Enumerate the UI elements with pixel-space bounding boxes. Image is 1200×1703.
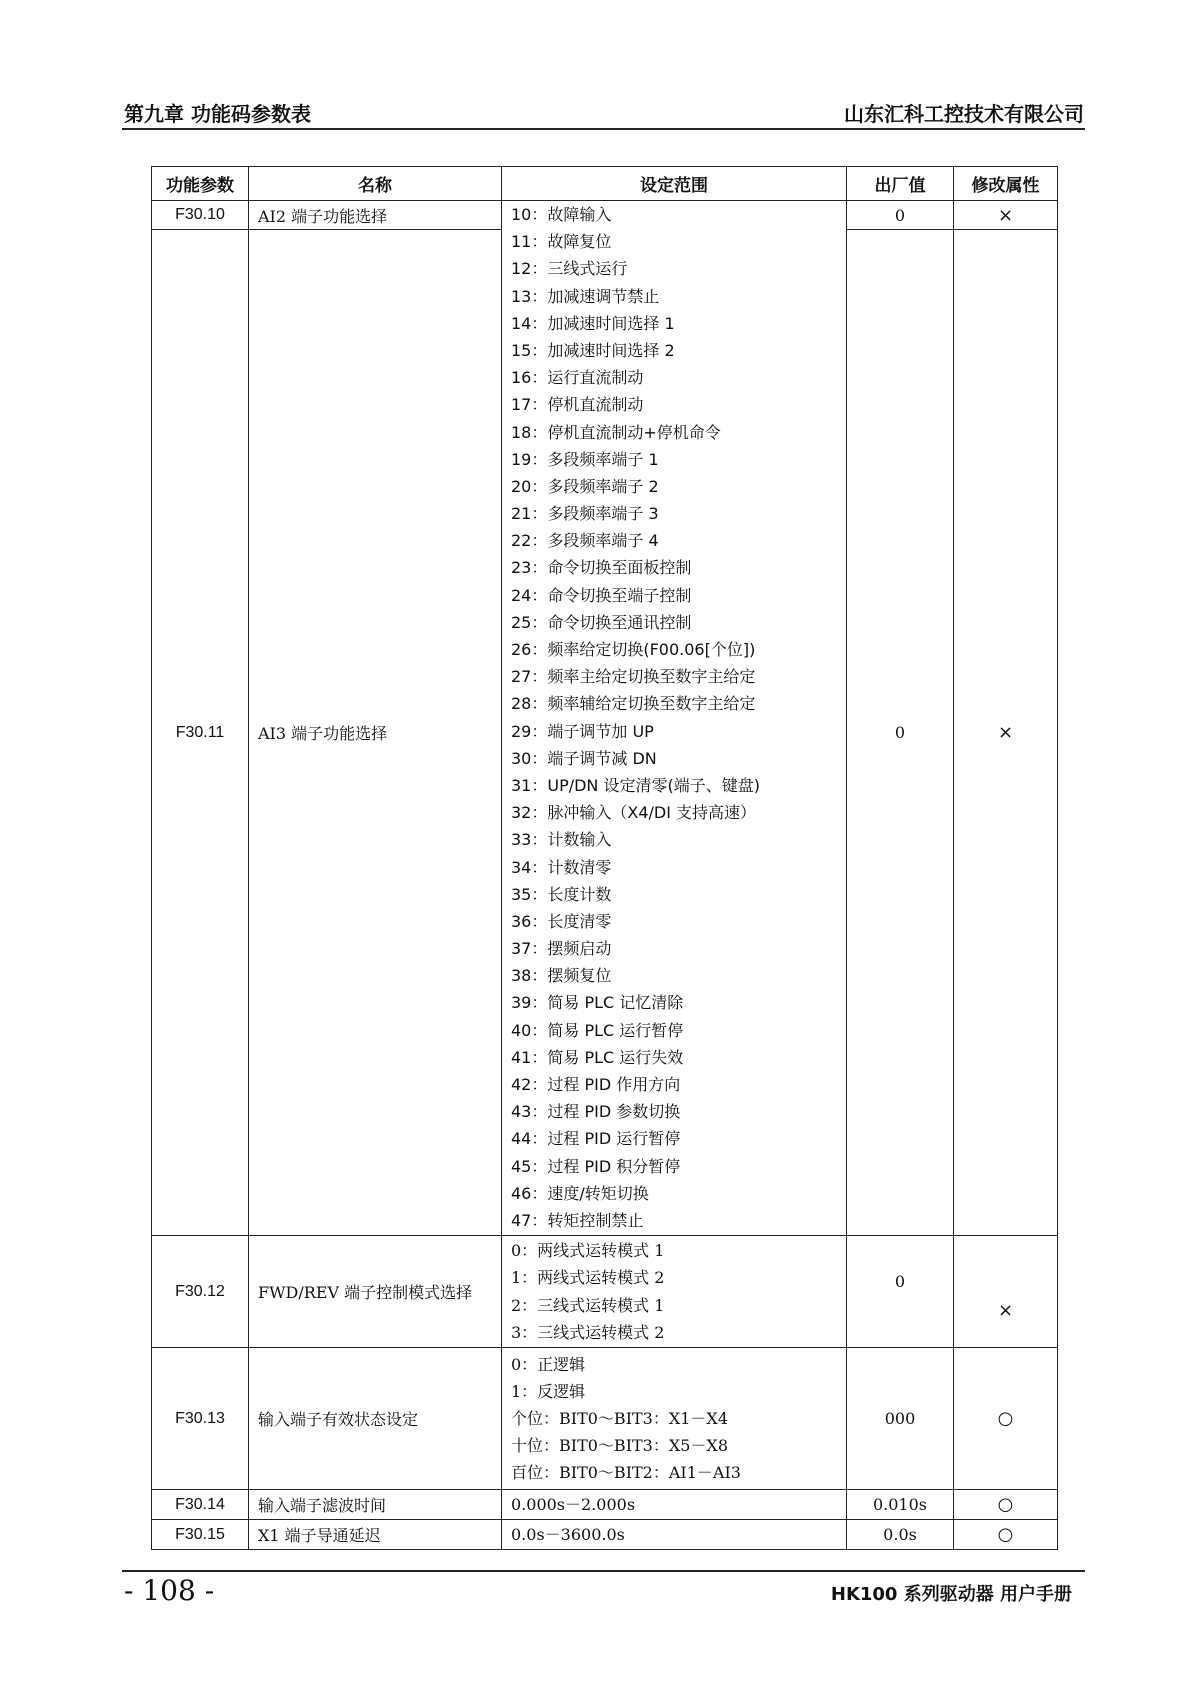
header-divider: [122, 128, 1085, 130]
terminal-function-item: 13：加减速调节禁止: [511, 286, 660, 306]
param-range: [502, 1348, 847, 1490]
terminal-function-item: 12：三线式运行: [511, 259, 628, 279]
col-header-name: 名称: [249, 167, 502, 201]
terminal-function-item: 45：过程 PID 积分暂停: [511, 1156, 681, 1176]
table-row: [152, 201, 1058, 230]
terminal-function-item: 25：命令切换至通讯控制: [511, 612, 692, 632]
param-range: [502, 1236, 847, 1348]
terminal-function-item: 34：计数清零: [511, 857, 612, 877]
range-line: 1：两线式运转模式 2: [511, 1268, 665, 1288]
terminal-function-item: 23：命令切换至面板控制: [511, 558, 692, 578]
terminal-function-item: 31：UP/DN 设定清零(端子、键盘): [511, 775, 760, 795]
param-default: 000: [847, 1348, 954, 1490]
param-name: 输入端子滤波时间: [249, 1490, 502, 1520]
terminal-function-item: 36：长度清零: [511, 911, 612, 931]
terminal-function-item: 39：简易 PLC 记忆清除: [511, 993, 684, 1013]
range-line: 十位：BIT0～BIT3：X5－X8: [511, 1436, 729, 1456]
param-default: 0: [847, 230, 954, 1236]
terminal-function-item: 43：过程 PID 参数切换: [511, 1102, 681, 1122]
footer-divider: [122, 1570, 1085, 1572]
terminal-function-item: 17：停机直流制动: [511, 395, 644, 415]
terminal-function-item: 30：端子调节减 DN: [511, 748, 657, 768]
terminal-function-list: [502, 201, 847, 1236]
terminal-function-item: 42：过程 PID 作用方向: [511, 1075, 681, 1094]
range-line: 1：反逻辑: [511, 1381, 586, 1401]
terminal-function-item: 44：过程 PID 运行暂停: [511, 1129, 681, 1149]
terminal-function-item: 14：加减速时间选择 1: [511, 313, 675, 333]
page-number: - 108 -: [124, 1574, 215, 1607]
param-code: F30.10: [152, 201, 249, 230]
terminal-function-item: 10：故障输入: [511, 205, 612, 224]
terminal-function-item: 21：多段频率端子 3: [511, 504, 659, 524]
table-header-row: [152, 167, 1058, 201]
param-attr: ○: [954, 1520, 1058, 1550]
param-code: F30.11: [152, 230, 249, 1236]
range-line: 个位：BIT0～BIT3：X1－X4: [511, 1408, 729, 1428]
param-attr: ○: [954, 1490, 1058, 1520]
table-row: [152, 1520, 1058, 1550]
param-attr: ○: [954, 1348, 1058, 1490]
param-attr: ×: [954, 230, 1058, 1236]
terminal-function-item: 37：摆频启动: [511, 939, 612, 959]
terminal-function-item: 26：频率给定切换(F00.06[个位]): [511, 640, 756, 659]
param-code: F30.15: [152, 1520, 249, 1550]
col-header-code: 功能参数: [152, 167, 249, 201]
col-header-default: 出厂值: [847, 167, 954, 201]
param-name: AI3 端子功能选择: [249, 230, 502, 1236]
parameter-table: [151, 166, 1058, 1550]
col-header-attr: 修改属性: [954, 167, 1058, 201]
param-range: [502, 1520, 847, 1550]
table-row: [152, 1490, 1058, 1520]
terminal-function-item: 18：停机直流制动+停机命令: [511, 422, 721, 442]
param-name: AI2 端子功能选择: [249, 201, 502, 230]
param-range: [502, 1490, 847, 1520]
param-name: X1 端子导通延迟: [249, 1520, 502, 1550]
range-line: 0.0s－3600.0s: [511, 1524, 625, 1544]
terminal-function-item: 11：故障复位: [511, 232, 612, 252]
terminal-function-item: 33：计数输入: [511, 830, 612, 850]
param-code: F30.14: [152, 1490, 249, 1520]
range-line: 0：两线式运转模式 1: [511, 1241, 665, 1261]
terminal-function-item: 35：长度计数: [511, 884, 612, 904]
param-attr: ×: [954, 1236, 1058, 1348]
param-default: 0: [847, 1236, 954, 1348]
range-line: 0.000s－2.000s: [511, 1494, 636, 1514]
terminal-function-item: 41：简易 PLC 运行失效: [511, 1047, 684, 1067]
terminal-function-item: 24：命令切换至端子控制: [511, 585, 692, 605]
param-code: F30.12: [152, 1236, 249, 1348]
terminal-function-item: 27：频率主给定切换至数字主给定: [511, 667, 756, 687]
terminal-function-item: 38：摆频复位: [511, 966, 612, 986]
table-row: [152, 1348, 1058, 1490]
terminal-function-item: 46：速度/转矩切换: [511, 1183, 649, 1203]
company-name: 山东汇科工控技术有限公司: [844, 102, 1084, 126]
chapter-title: 第九章 功能码参数表: [124, 102, 311, 126]
terminal-function-item: 32：脉冲输入（X4/DI 支持高速）: [511, 803, 757, 823]
terminal-function-item: 29：端子调节加 UP: [511, 721, 654, 741]
param-name: FWD/REV 端子控制模式选择: [249, 1236, 502, 1348]
range-line: 2：三线式运转模式 1: [511, 1295, 665, 1315]
terminal-function-item: 15：加减速时间选择 2: [511, 340, 675, 360]
terminal-function-item: 22：多段频率端子 4: [511, 531, 659, 551]
range-line: 3：三线式运转模式 2: [511, 1322, 665, 1342]
terminal-function-item: 47：转矩控制禁止: [511, 1210, 644, 1230]
param-default: 0.010s: [847, 1490, 954, 1520]
terminal-function-item: 28：频率辅给定切换至数字主给定: [511, 694, 756, 714]
table-row: [152, 1236, 1058, 1348]
terminal-function-item: 16：运行直流制动: [511, 368, 644, 388]
terminal-function-item: 19：多段频率端子 1: [511, 449, 659, 469]
param-attr: ×: [954, 201, 1058, 230]
col-header-range: 设定范围: [502, 167, 847, 201]
manual-title: HK100 系列驱动器 用户手册: [830, 1584, 1072, 1605]
range-line: 百位：BIT0～BIT2：AI1－AI3: [511, 1463, 741, 1483]
terminal-function-item: 20：多段频率端子 2: [511, 476, 659, 496]
param-code: F30.13: [152, 1348, 249, 1490]
param-default: 0.0s: [847, 1520, 954, 1550]
param-default: 0: [847, 201, 954, 230]
param-name: 输入端子有效状态设定: [249, 1348, 502, 1490]
terminal-function-item: 40：简易 PLC 运行暂停: [511, 1020, 684, 1040]
range-line: 0：正逻辑: [511, 1354, 586, 1374]
